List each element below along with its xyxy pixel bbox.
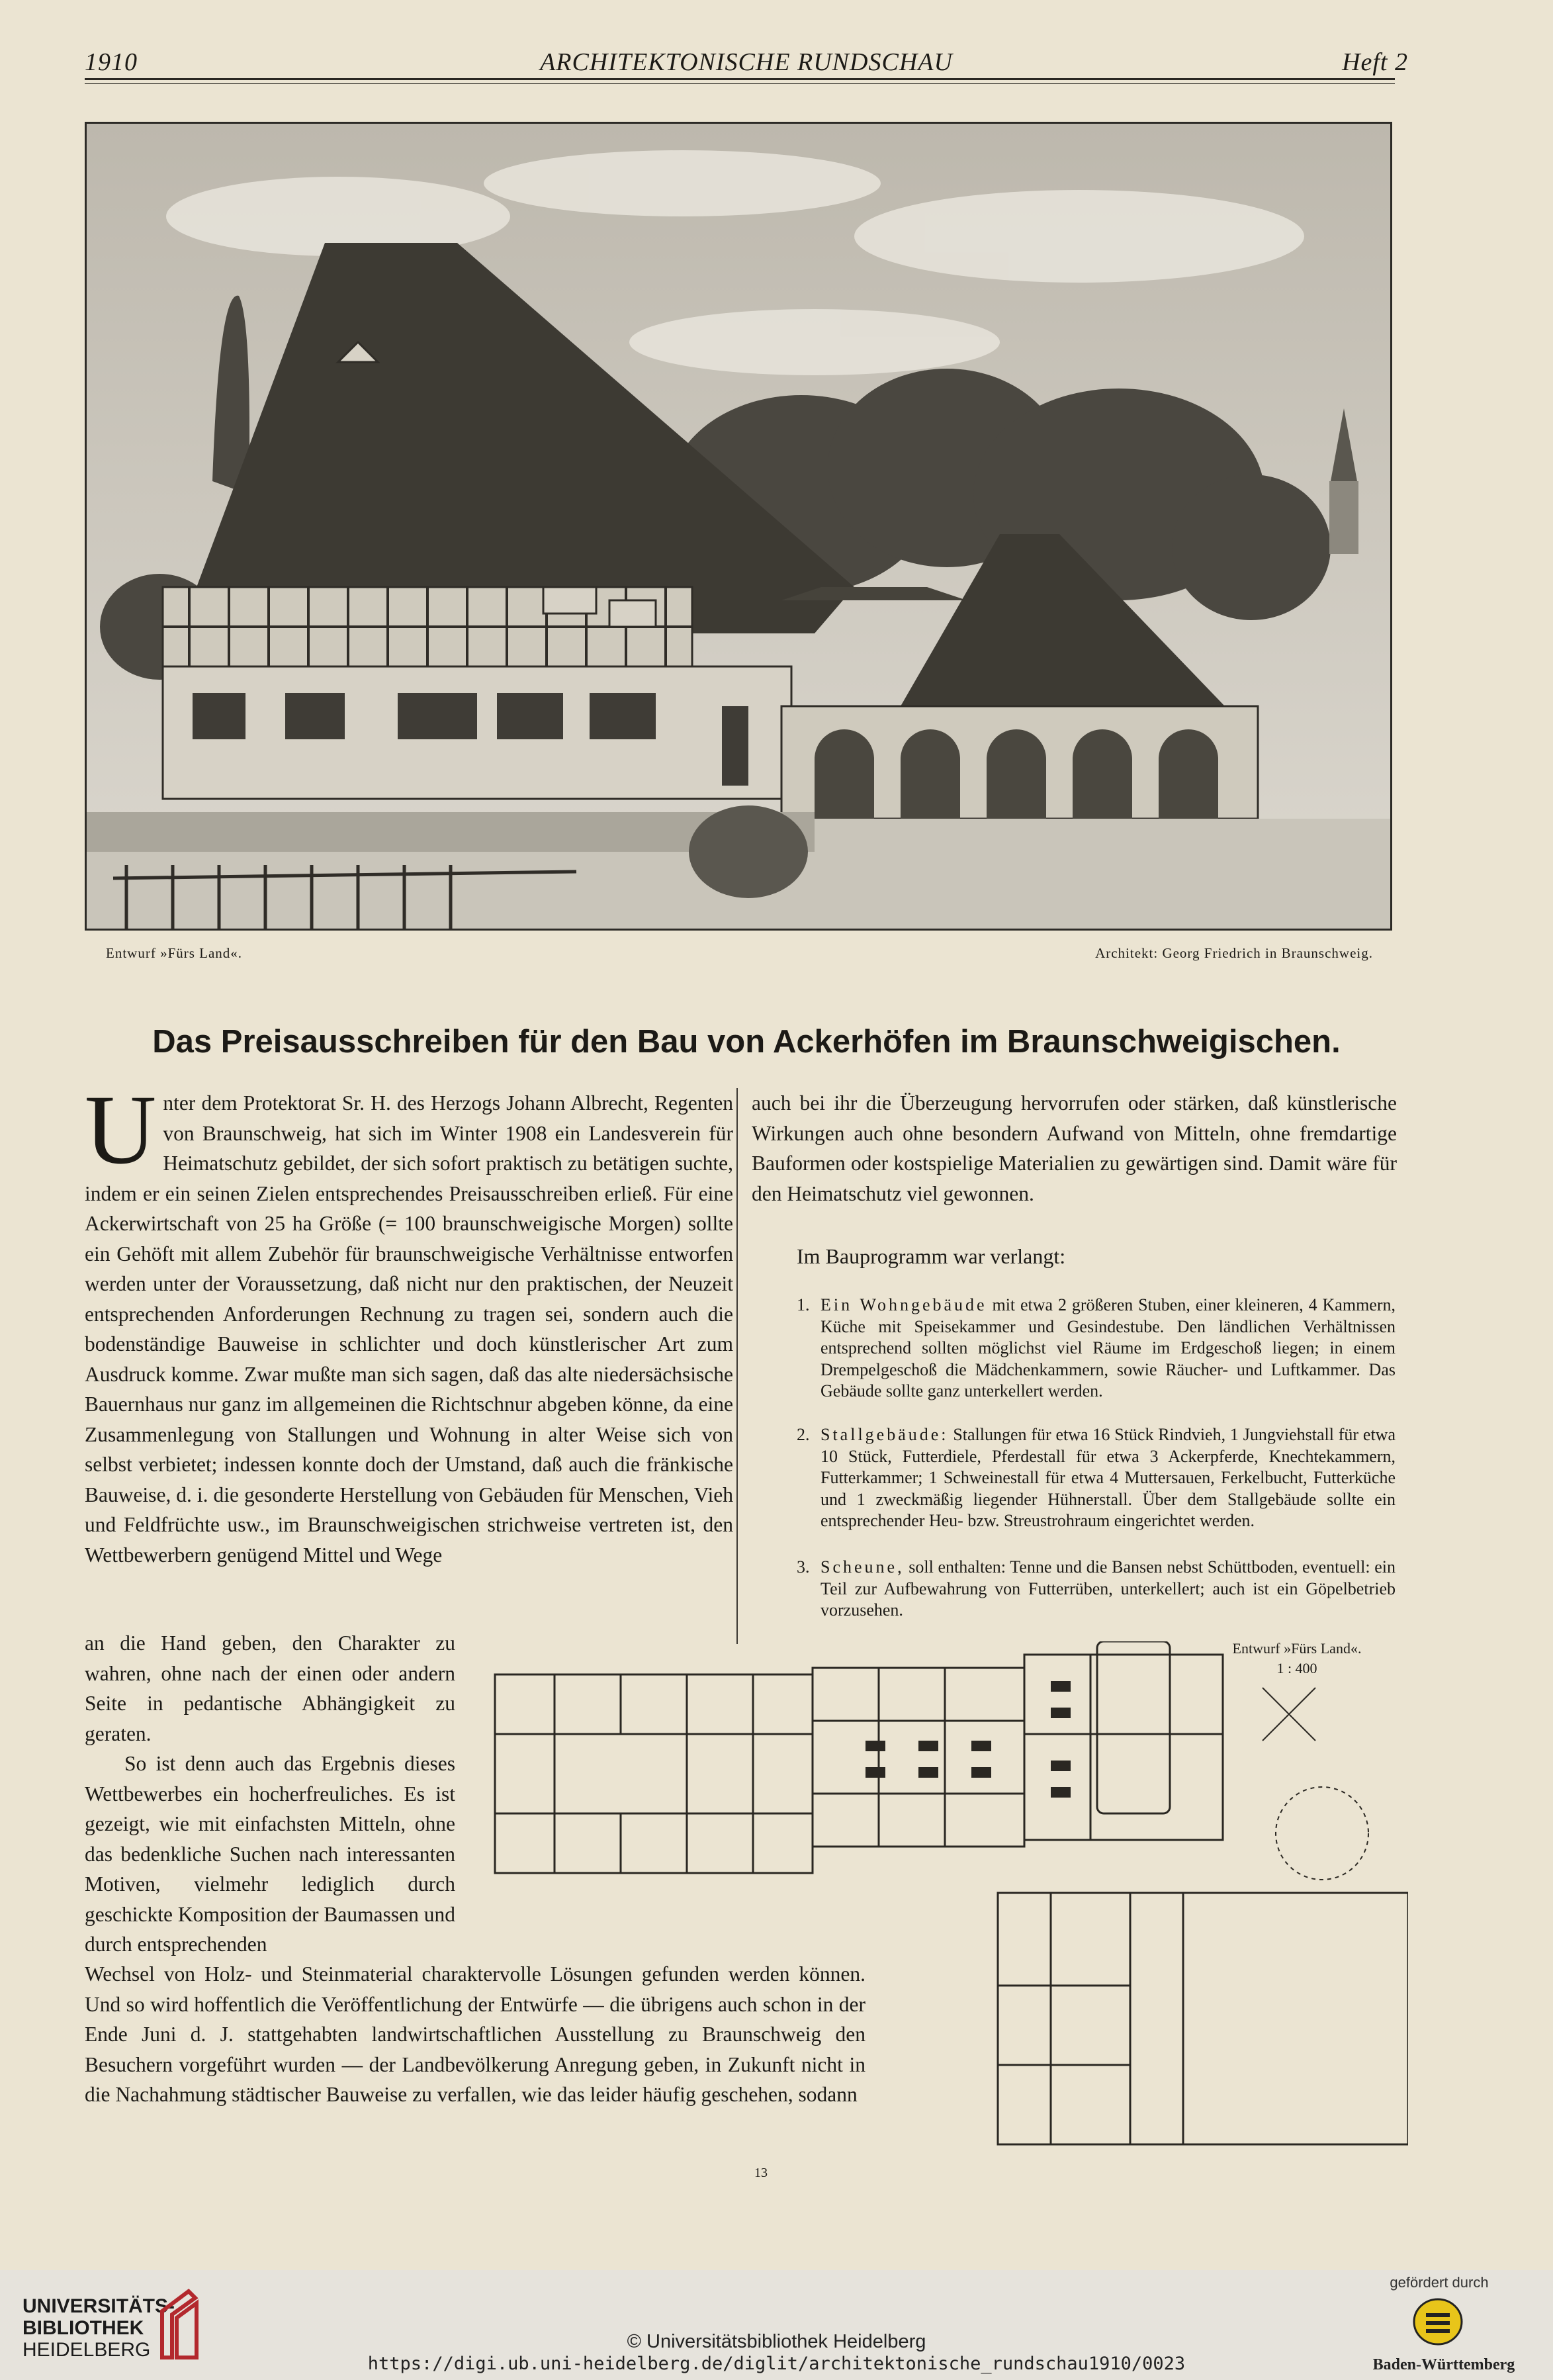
article-title: Das Preisausschreiben für den Bau von Ackerhöfen im Braunschweigischen. (152, 1024, 1341, 1060)
program-item-2: 2. Stallgebäude: Stallungen für etwa 16 Stück Rindvieh, 1 Jungviehstall für etwa 10 Stück, Futterdiele, Pferdestall für etwa 3 Ackerpferde, Knechtekammern, Futterkammer; 1 Schweinestall für etwa 4 Muttersauen, Ferkelbucht, Futterküche und 1 zweckmäßig liegender Hühnerstall. Über dem Stallgebäude sollte ein entsprechender Heu- bzw. Streustrohraum eingerichtet werden. (797, 1425, 1396, 1530)
program-item-3: 3. Scheune, soll enthalten: Tenne und die Bansen nebst Schüttboden, eventuell: ein Teil zur Aufbewahrung von Futterrüben, unterkellert; auch ist ein Göpelbetrieb vorzusehen. (797, 1557, 1396, 1620)
paragraph-2-continued: Wechsel von Holz- und Steinmaterial charaktervolle Lösungen gefunden werden können. Und so wird hoffentlich die Veröffentlichung der Entwürfe — die übrigens auch schon in der Ende Juni d. J. stattgehabten landwirtschaftlichen Ausstellung zu Braunschweig den Besuchern vorgeführt wurden — der Landbevölkerung Anregung geben, in Zukunft nicht in die Nachahmung städtischer Bauweise zu verfallen, wie das leider häufig geschehen, sodann (85, 1962, 865, 2106)
illustration-credit: Architekt: Georg Friedrich in Braunschweig. (1095, 945, 1373, 961)
header-year: 1910 (85, 48, 138, 76)
page-number: 13 (754, 2166, 768, 2180)
floor-plan (455, 1641, 1408, 2164)
paragraph-right: auch bei ihr die Überzeugung hervorrufen oder stärken, daß künstlerische Wirkungen auch ohne besondern Aufwand von Mitteln, ohne fremdartige Bauformen oder kostspielige Materialien zu gewärtigen sind. Damit wäre für den Heimatschutz viel gewonnen. (752, 1091, 1397, 1205)
program-heading: Im Bauprogramm war verlangt: (797, 1244, 1066, 1268)
farmhouse-drawing (87, 124, 1390, 929)
plan-title: Entwurf »Fürs Land«. (1232, 1640, 1362, 1657)
copyright-notice: © Universitätsbibliothek Heidelberg (627, 2331, 926, 2352)
article-column-left-narrow (85, 1628, 455, 1960)
plan-caption (1224, 1639, 1370, 1678)
baden-wuerttemberg-crest-icon[interactable] (1411, 2295, 1464, 2348)
article-column-left (85, 1075, 733, 1570)
paragraph-1-continued: an die Hand geben, den Charakter zu wahren, ohne nach der einen oder andern Seite in pedantische Abhängigkeit zu geraten. (85, 1631, 455, 1745)
article-column-right (752, 1088, 1397, 1209)
funded-by-label: gefördert durch (1390, 2274, 1489, 2291)
library-name[interactable]: UNIVERSITÄTS- BIBLIOTHEK HEIDELBERG (22, 2295, 175, 2361)
illustration-caption: Entwurf »Fürs Land«. (106, 945, 243, 961)
column-rule (736, 1088, 738, 1644)
paragraph-1: nter dem Protektorat Sr. H. des Herzogs Johann Albrecht, Regenten von Braunschweig, hat sich im Winter 1908 ein Landesverein für Heimatschutz gebildet, der sich sofort praktisch zu betätigen suchte, indem er ein seinen Zielen entsprechendes Preisausschreiben erließ. Für eine Ackerwirtschaft von 25 ha Größe (= 100 braunschweigische Morgen) sollte ein Gehöft mit allem Zubehör für braunschweigische Verhältnisse entworfen werden unter der Voraussetzung, daß nicht nur den praktischen, der Neuzeit entsprechenden Anforderungen Rechnung zu tragen sei, sondern auch die bodenständige Bauweise in schlichter und doch künstlerischer Art zum Ausdruck komme. Zwar mußte man sich sagen, daß das alte niedersächsische Bauernhaus nur ganz im allgemeinen die Richtschnur abgeben könne, da eine Zusammenlegung von Stallungen und Wohnung in alter Weise sich von selbst verbietet; indessen konnte doch der Umstand, daß auch die fränkische Bauweise, d. i. die gesonderte Herstellung von Gebäuden für Menschen, Vieh und Feldfrüchte usw., im Braunschweigischen strichweise vertreten ist, den Wettbewerbern genügend Mittel und Wege (85, 1091, 733, 1567)
permalink-url[interactable]: https://digi.ub.uni-heidelberg.de/diglit/architektonische_rundschau1910/0023 (367, 2354, 1186, 2374)
farmhouse-illustration (85, 122, 1392, 931)
header-rule (85, 78, 1395, 80)
funder-name: Baden-Württemberg (1372, 2356, 1515, 2373)
floor-plan-drawing (455, 1641, 1408, 2164)
header-issue: Heft 2 (1342, 48, 1408, 76)
digitization-footer (0, 2270, 1553, 2380)
program-item-1: 1. Ein Wohngebäude mit etwa 2 größeren Stuben, einer kleineren, 4 Kammern, Küche mit Speisekammer und Gesindestube. Den ländlichen Verhältnissen entsprechend sollten möglichst viel Räume im Erdgeschoß liegen; in einem Drempelgeschoß die Mädchenkammern, sowie Räucher- und Luftkammer. Das Gebäude sollte ganz unterkellert werden. (797, 1295, 1396, 1400)
header-rule-thin (85, 83, 1395, 84)
header-journal-title: ARCHITEKTONISCHE RUNDSCHAU (540, 48, 953, 76)
plan-scale: 1 : 400 (1276, 1660, 1317, 1676)
running-header (85, 41, 1408, 78)
paragraph-2: So ist denn auch das Ergebnis dieses Wettbewerbes ein hocherfreuliches. Es ist gezeigt, wie mit einfachsten Mitteln, ohne das bedenkliche Suchen nach interessanten Motiven, vielmehr lediglich durch geschickte Komposition der Baumassen und durch entsprechenden (85, 1752, 455, 1956)
dropcap: U (85, 1075, 157, 1185)
